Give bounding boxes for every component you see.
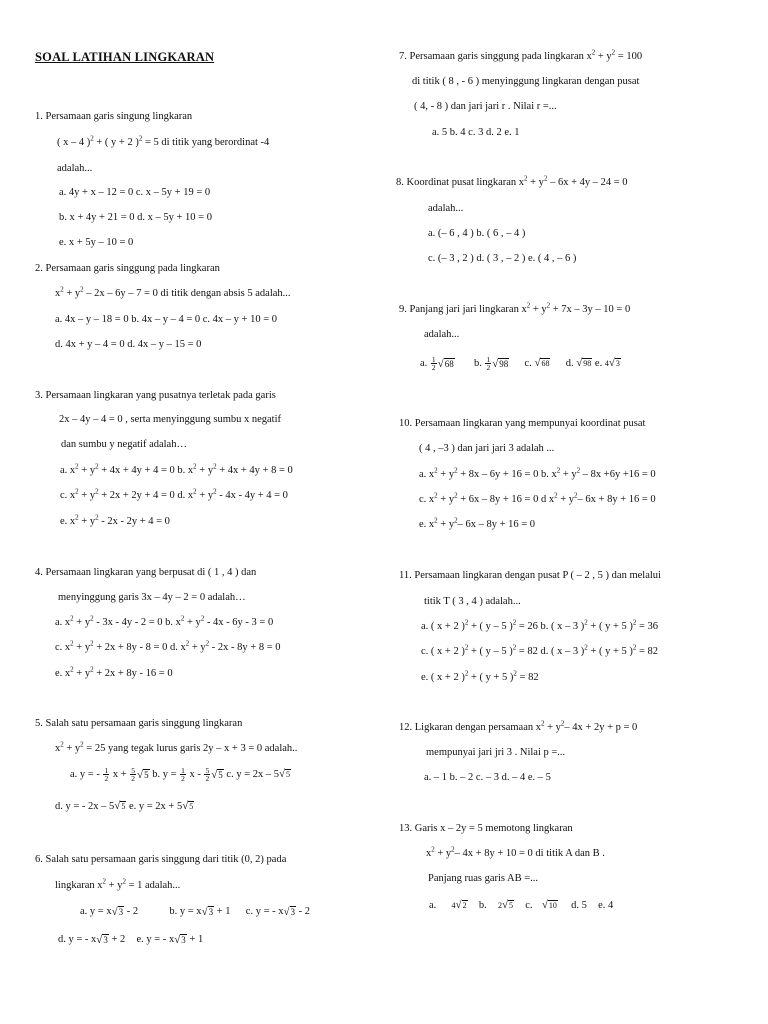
sqrt-symbol: √5 — [279, 768, 291, 781]
question-1-text: 1. Persamaan garis singung lingkaran — [35, 111, 193, 122]
question-1-option-e: e. x + 5y – 10 = 0 — [59, 237, 134, 248]
question-7-text: 7. Persamaan garis singgung pada lingkaran $x^2 + y^2 = 100$ — [399, 48, 643, 62]
sqrt-symbol: √68 — [534, 357, 550, 370]
question-6-options-abc: a. y = x√3 - 2 b. y = x√3 + 1 c. y = - x√3 - 2 — [80, 905, 311, 918]
question-1-equation: ( x – 4 )$^2$ + ( y + 2 )$^2$ = 5 di titik yang berordinat -4 — [57, 134, 270, 148]
question-2-options-dd: d. 4x + y – 4 = 0 d. 4x – y – 15 = 0 — [55, 339, 202, 350]
question-7-options: a. 5 b. 4 c. 3 d. 2 e. 1 — [432, 127, 520, 138]
question-8-options-cde: c. (– 3 , 2 ) d. ( 3 , – 2 ) e. ( 4 , – 6 ) — [428, 253, 577, 264]
page-title: SOAL LATIHAN LINGKARAN — [35, 50, 215, 64]
question-1-text-2: adalah... — [57, 163, 93, 174]
sqrt-symbol: √3 — [174, 933, 186, 946]
question-10-text-2: ( 4 , –3 ) dan jari jari 3 adalah ... — [419, 443, 555, 454]
question-6-options-de: d. y = - x√3 + 2 e. y = - x√3 + 1 — [58, 933, 204, 946]
question-2-text: 2. Persamaan garis singgung pada lingkaran — [35, 263, 220, 274]
sqrt-symbol: √3 — [111, 905, 124, 918]
sqrt-symbol: √98 — [576, 357, 592, 370]
question-3-text-3: dan sumbu y negatif adalah… — [61, 439, 187, 450]
sqrt-symbol: √5 — [137, 768, 149, 781]
question-5-equation: $x^2 + y^2 = 25$ yang tegak lurus garis 2y – x + 3 = 0 adalah.. — [55, 740, 298, 754]
question-13-text: 13. Garis x – 2y = 5 memotong lingkaran — [399, 823, 573, 834]
question-12-options: a. – 1 b. – 2 c. – 3 d. – 4 e. – 5 — [424, 772, 551, 783]
sqrt-symbol: 2√5 — [497, 899, 514, 912]
question-6-text: 6. Salah satu persamaan garis singgung dari titik (0, 2) pada — [35, 854, 287, 865]
sqrt-symbol: √3 — [283, 905, 296, 918]
question-3-options-ab: a. $x^2 + y^2 + 4x + 4y + 4 = 0$ b. $x^2 + y^2 + 4x + 4y + 8 = 0$ — [60, 462, 293, 476]
question-4-options-cd: c. $x^2 + y^2 + 2x + 8y - 8 = 0$ d. $x^2 + y^2 - 2x - 8y + 8 = 0$ — [55, 639, 281, 653]
fraction: $\frac{5}{2}$ — [205, 766, 210, 784]
question-1-options-bd: b. x + 4y + 21 = 0 d. x – 5y + 10 = 0 — [59, 212, 212, 223]
question-10-options-ab: a. $x^2 + y^2 + 8x - 6y + 16 = 0$ b. $x^2 + y^2 - 8x +6y +16 = 0$ — [419, 466, 656, 480]
question-5-text: 5. Salah satu persamaan garis singgung lingkaran — [35, 718, 243, 729]
question-3-text-2: 2x – 4y – 4 = 0 , serta menyinggung sumbu x negatif — [59, 414, 282, 425]
sqrt-symbol: √3 — [201, 905, 214, 918]
question-5-options-abc: a. y = - $\frac{1}{2}$ x + $\frac{5}{2}$ √5 b. y = $\frac{1}{2}$ x - $\frac{5}{2}$ √5 c. y = 2x – 5√5 — [70, 766, 291, 784]
question-11-options-ab: a. ( x + 2 )$^2$ + ( y – 5 )$^2$ = 26 b. ( x – 3 )$^2$ + ( y + 5 )$^2$ = 36 — [421, 618, 659, 632]
question-10-text: 10. Persamaan lingkaran yang mempunyai koordinat pusat — [399, 418, 646, 429]
question-4-text-2: menyinggung garis 3x – 4y – 2 = 0 adalah… — [58, 592, 246, 603]
question-3-option-e: e. $x^2 + y^2 - 2x - 2y + 4 = 0$ — [60, 513, 170, 527]
fraction: $\frac{1}{2}$ — [486, 355, 491, 373]
question-4-text: 4. Persamaan lingkaran yang berpusat di ( 1 , 4 ) dan — [35, 567, 257, 578]
sqrt-symbol: √5 — [211, 768, 223, 781]
question-6-equation: lingkaran $x^2 + y^2 = 1$ adalah... — [55, 877, 181, 891]
sqrt-symbol: √3 — [96, 933, 108, 946]
question-10-option-e: e. $x^2 + y^2-$ 6x – 8y + 16 = 0 — [419, 516, 536, 530]
question-2-options-abc: a. 4x – y – 18 = 0 b. 4x – y – 4 = 0 c. 4x – y + 10 = 0 — [55, 314, 278, 325]
question-4-option-e: e. $x^2 + y^2 + 2x + 8y - 16 = 0$ — [55, 665, 173, 679]
question-12-text: 12. Ligkaran dengan persamaan $x^2 + y^2-$ 4x + 2y + p = 0 — [399, 719, 638, 733]
question-8-options-ab: a. (– 6 , 4 ) b. ( 6 , – 4 ) — [428, 228, 526, 239]
question-12-text-2: mempunyai jari jri 3 . Nilai p =... — [426, 747, 566, 758]
question-11-options-cd: c. ( x + 2 )$^2$ + ( y – 5 )$^2$ = 82 d. ( x – 3 )$^2$ + ( y + 5 )$^2$ = 82 — [421, 643, 659, 657]
fraction: $\frac{5}{2}$ — [131, 766, 136, 784]
question-11-option-e: e. ( x + 2 )$^2$ + ( y + 5 )$^2$ = 82 — [421, 669, 539, 683]
sqrt-symbol: 4√3 — [604, 357, 620, 370]
question-9-text-2: adalah... — [424, 329, 460, 340]
question-13-equation: $x^2 + y^2-$ 4x + 8y + 10 = 0 di titik A dan B . — [426, 845, 605, 859]
sqrt-symbol: 4√2 — [451, 899, 467, 912]
sqrt-symbol: √10 — [541, 899, 557, 912]
sqrt-symbol: √98 — [492, 357, 509, 370]
fraction: $\frac{1}{2}$ — [431, 355, 436, 373]
question-7-text-3: ( 4, - 8 ) dan jari jari r . Nilai r =... — [414, 101, 557, 112]
question-3-text: 3. Persamaan lingkaran yang pusatnya terletak pada garis — [35, 390, 276, 401]
question-2-equation: $x^2 + y^2 - 2x - 6y - 7 = 0$ di titik dengan absis 5 adalah... — [55, 285, 291, 299]
question-13-text-2: Panjang ruas garis AB =... — [428, 873, 539, 884]
question-8-text: 8. Koordinat pusat lingkaran $x^2 + y^2 - 6x + 4y - 24 = 0$ — [396, 174, 628, 188]
question-3-options-cd: c. $x^2 + y^2 + 2x + 2y + 4 = 0$ d. $x^2 + y^2 - 4x - 4y + 4 = 0$ — [60, 487, 288, 501]
question-13-options: a. 4√2 b. 2√5 c. √10 d. 5 e. 4 — [429, 899, 614, 912]
question-9-text: 9. Panjang jari jari lingkaran $x^2 + y^2 + 7x - 3y - 10 = 0$ — [399, 301, 631, 315]
question-7-text-2: di titik ( 8 , - 6 ) menyinggung lingkaran dengan pusat — [412, 76, 640, 87]
sqrt-symbol: √68 — [437, 357, 454, 370]
sqrt-symbol: √5 — [114, 800, 126, 813]
question-1-options-ac: a. 4y + x – 12 = 0 c. x – 5y + 19 = 0 — [59, 187, 211, 198]
fraction: $\frac{1}{2}$ — [104, 766, 109, 784]
question-10-options-cd: c. $x^2 + y^2 + 6x - 8y + 16 = 0$ d $x^2 + y^2-$ 6x + 8y + 16 = 0 — [419, 491, 656, 505]
question-11-text: 11. Persamaan lingkaran dengan pusat P ( – 2 , 5 ) dan melalui — [399, 570, 661, 581]
question-9-options: a. $\frac{1}{2}$ √68 b. $\frac{1}{2}$ √98 c. √68 d. √98 e. 4√3 — [420, 355, 620, 373]
sqrt-symbol: √5 — [182, 800, 194, 813]
question-8-text-2: adalah... — [428, 203, 464, 214]
question-11-text-2: titik T ( 3 , 4 ) adalah... — [424, 596, 521, 607]
question-4-options-ab: a. $x^2 + y^2 - 3x - 4y - 2 = 0$ b. $x^2 + y^2 - 4x - 6y - 3 = 0$ — [55, 614, 274, 628]
question-5-options-de: d. y = - 2x – 5√5 e. y = 2x + 5√5 — [55, 800, 194, 813]
fraction: $\frac{1}{2}$ — [181, 766, 185, 784]
